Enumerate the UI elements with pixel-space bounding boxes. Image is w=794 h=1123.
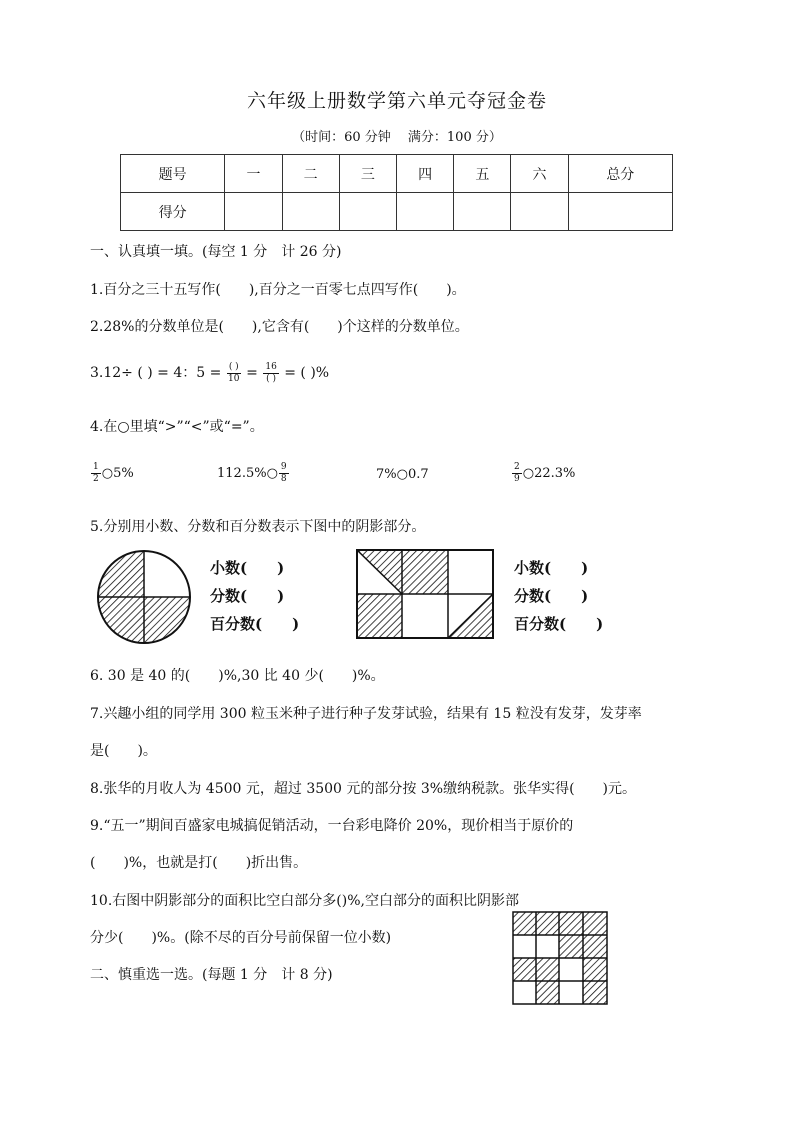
question-9-line-1: 9.“五一”期间百盛家电城搞促销活动，一台彩电降价 20%，现价相当于原价的 bbox=[90, 818, 574, 834]
score-cell bbox=[568, 193, 672, 231]
page-title: 六年级上册数学第六单元夺冠金卷 bbox=[246, 90, 547, 112]
score-cell bbox=[396, 193, 453, 231]
q4-item-1-fraction bbox=[91, 463, 101, 484]
score-cell bbox=[282, 193, 339, 231]
score-header-cell: 一 bbox=[225, 155, 282, 193]
grid-shaded-cell bbox=[513, 958, 536, 981]
grid-shaded-cell bbox=[513, 912, 536, 935]
q3-fraction-1-numerator: ( ) bbox=[228, 361, 239, 372]
q3-fraction-1 bbox=[227, 363, 241, 384]
score-header-cell: 二 bbox=[282, 155, 339, 193]
grid-shaded-cell bbox=[583, 912, 607, 935]
rect-shaded-cell bbox=[402, 550, 448, 594]
q5-decimal-label-2: 小数( ) bbox=[514, 559, 589, 577]
score-header-cell: 总分 bbox=[568, 155, 672, 193]
question-8: 8.张华的月收人为 4500 元，超过 3500 元的部分按 3%缴纳税款。张华实得( )元。 bbox=[90, 781, 636, 797]
grid-shaded-cell bbox=[536, 981, 559, 1004]
question-5: 5.分别用小数、分数和百分数表示下图中的阴影部分。 bbox=[90, 519, 426, 535]
grid-shaded-cell bbox=[583, 935, 607, 958]
question-2: 2.28%的分数单位是( ),它含有( )个这样的分数单位。 bbox=[90, 319, 469, 335]
score-row-label: 得分 bbox=[121, 193, 225, 231]
question-6: 6. 30 是 40 的( )%,30 比 40 少( )%。 bbox=[90, 668, 385, 684]
score-table bbox=[120, 154, 673, 231]
q4-item-2-numerator: 9 bbox=[280, 462, 287, 472]
q4-item-4-fraction bbox=[512, 463, 522, 484]
q4-item-4-text: ○22.3% bbox=[522, 466, 576, 481]
q3-fraction-2-numerator: 16 bbox=[265, 361, 277, 372]
q4-item-4-denominator: 9 bbox=[514, 474, 520, 484]
q5-fraction-label-1: 分数( ) bbox=[210, 587, 285, 605]
q4-item-1 bbox=[90, 463, 134, 484]
q3-prefix: 3.12÷ ( ) = 4：5 = bbox=[90, 365, 226, 381]
q5-percent-label-2: 百分数( ) bbox=[514, 615, 604, 633]
q4-item-2-text: 112.5%○ bbox=[217, 466, 278, 481]
q5-circle-figure bbox=[96, 549, 192, 645]
grid-shaded-cell bbox=[536, 958, 559, 981]
score-cell bbox=[339, 193, 396, 231]
question-10-line-2: 分少( )%。(除不尽的百分号前保留一位小数) bbox=[90, 930, 392, 946]
q3-fraction-1-denominator: 10 bbox=[228, 373, 240, 384]
q5-decimal-label-1: 小数( ) bbox=[210, 559, 285, 577]
q3-fraction-2 bbox=[263, 363, 278, 384]
score-cell bbox=[225, 193, 282, 231]
grid-shaded-cell bbox=[583, 958, 607, 981]
q4-item-1-denominator: 2 bbox=[93, 474, 99, 484]
question-7-line-1: 7.兴趣小组的同学用 300 粒玉米种子进行种子发芽试验，结果有 15 粒没有发芽，发芽率 bbox=[90, 706, 642, 722]
q4-item-4 bbox=[511, 463, 575, 484]
score-cell bbox=[454, 193, 511, 231]
score-table-score-row bbox=[121, 193, 673, 231]
section-1-heading: 一、认真填一填。(每空 1 分 计 26 分) bbox=[90, 244, 342, 260]
q4-item-1-numerator: 1 bbox=[93, 462, 99, 472]
q4-item-3: 7%○0.7 bbox=[376, 467, 429, 482]
score-cell bbox=[511, 193, 568, 231]
score-header-cell: 三 bbox=[339, 155, 396, 193]
question-3 bbox=[90, 362, 329, 384]
q3-fraction-2-denominator: ( ) bbox=[266, 373, 277, 384]
q5-percent-label-1: 百分数( ) bbox=[210, 615, 300, 633]
q5-fraction-label-2: 分数( ) bbox=[514, 587, 589, 605]
exam-info: （时间：60 分钟 满分：100 分） bbox=[292, 130, 502, 145]
q3-suffix: = ( )% bbox=[279, 365, 330, 381]
q4-item-2-denominator: 8 bbox=[280, 474, 287, 484]
grid-shaded-cell bbox=[559, 912, 583, 935]
question-9-line-2: ( )%，也就是打( )折出售。 bbox=[90, 855, 308, 871]
q4-item-2-fraction bbox=[279, 463, 289, 484]
rect-shaded-cell bbox=[357, 594, 402, 638]
question-4: 4.在○里填“>”“<”或“=”。 bbox=[90, 419, 264, 435]
question-7-line-2: 是( )。 bbox=[90, 743, 157, 759]
score-header-cell: 四 bbox=[396, 155, 453, 193]
q5-rectangle-figure bbox=[355, 548, 495, 640]
grid-shaded-cell bbox=[559, 935, 583, 958]
score-header-cell: 六 bbox=[511, 155, 568, 193]
grid-shaded-cell bbox=[536, 912, 559, 935]
question-10-line-1: 10.右图中阴影部分的面积比空白部分多()%,空白部分的面积比阴影部 bbox=[90, 893, 519, 909]
question-1: 1.百分之三十五写作( ),百分之一百零七点四写作( )。 bbox=[90, 282, 466, 298]
q3-equals: = bbox=[241, 365, 263, 381]
q4-item-4-numerator: 2 bbox=[514, 462, 520, 472]
q10-grid-figure bbox=[512, 911, 608, 1005]
q4-item-1-text: ○5% bbox=[101, 466, 134, 481]
score-header-cell: 五 bbox=[454, 155, 511, 193]
q4-item-2 bbox=[217, 463, 290, 484]
score-header-cell: 题号 bbox=[121, 155, 225, 193]
score-table-header-row bbox=[121, 155, 673, 193]
section-2-heading: 二、慎重选一选。(每题 1 分 计 8 分) bbox=[90, 967, 333, 983]
grid-shaded-cell bbox=[583, 981, 607, 1004]
